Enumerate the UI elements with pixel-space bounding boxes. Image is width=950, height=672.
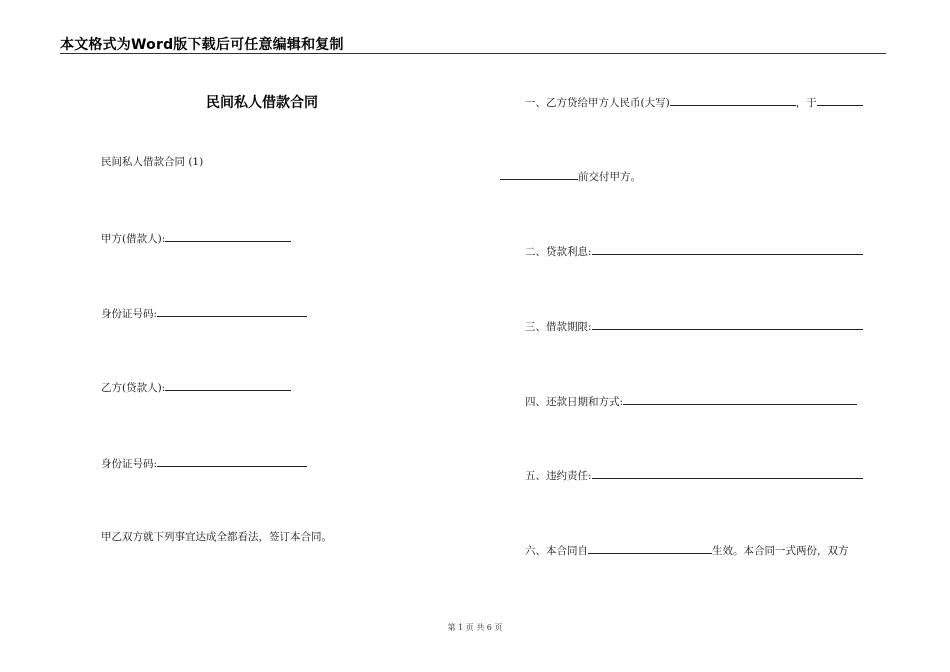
id-number-a-blank[interactable] [157, 305, 307, 317]
clause-1-continuation [500, 168, 641, 184]
clause-1-mid: ，于 [795, 97, 817, 109]
liability-blank[interactable] [592, 467, 863, 479]
delivery-date-blank-2[interactable] [500, 168, 578, 180]
loan-amount-blank[interactable] [670, 94, 796, 106]
clause-4-row [525, 393, 857, 409]
repayment-blank[interactable] [623, 393, 857, 405]
party-b-row [101, 379, 291, 395]
effective-date-blank[interactable] [588, 542, 712, 554]
id-number-b-label: 身份证号码: [101, 458, 158, 470]
loan-term-blank[interactable] [592, 318, 863, 330]
party-b-label: 乙方(贷款人): [101, 382, 166, 394]
clause-4-label: 四、还款日期和方式: [525, 396, 624, 408]
clause-3-label: 三、借款期限: [525, 321, 592, 333]
id-number-a-label: 身份证号码: [101, 308, 158, 320]
party-a-blank[interactable] [165, 230, 291, 242]
clause-2-label: 二、贷款利息: [525, 246, 592, 258]
delivery-date-blank-1[interactable] [817, 94, 863, 106]
party-a-row [101, 230, 291, 246]
id-number-b-row [101, 455, 307, 471]
clause-5-row [525, 467, 863, 483]
clause-5-label: 五、违约责任: [525, 470, 592, 482]
document-header: 本文格式为Word版下载后可任意编辑和复制 [60, 37, 344, 53]
clause-6-row [525, 542, 849, 558]
clause-1-label: 一、乙方贷给甲方人民币(大写) [525, 97, 670, 109]
interest-blank[interactable] [592, 243, 863, 255]
document-title: 民间私人借款合同 [206, 95, 318, 111]
clause-6-end: 生效。本合同一式两份，双方 [712, 545, 849, 557]
party-b-blank[interactable] [165, 379, 291, 391]
clause-1-end: 前交付甲方。 [578, 171, 641, 183]
clause-3-row [525, 318, 863, 334]
agreement-statement: 甲乙双方就下列事宜达成全都看法，签订本合同。 [101, 531, 332, 543]
page-number: 第 1 页 共 6 页 [447, 623, 503, 632]
clause-6-label: 六、本合同自 [525, 545, 588, 557]
clause-2-row [525, 243, 863, 259]
header-divider [60, 53, 886, 54]
party-a-label: 甲方(借款人): [101, 233, 166, 245]
id-number-b-blank[interactable] [157, 455, 307, 467]
clause-1-row [525, 94, 863, 110]
id-number-a-row [101, 305, 307, 321]
contract-subtitle: 民间私人借款合同 (1) [101, 156, 204, 168]
